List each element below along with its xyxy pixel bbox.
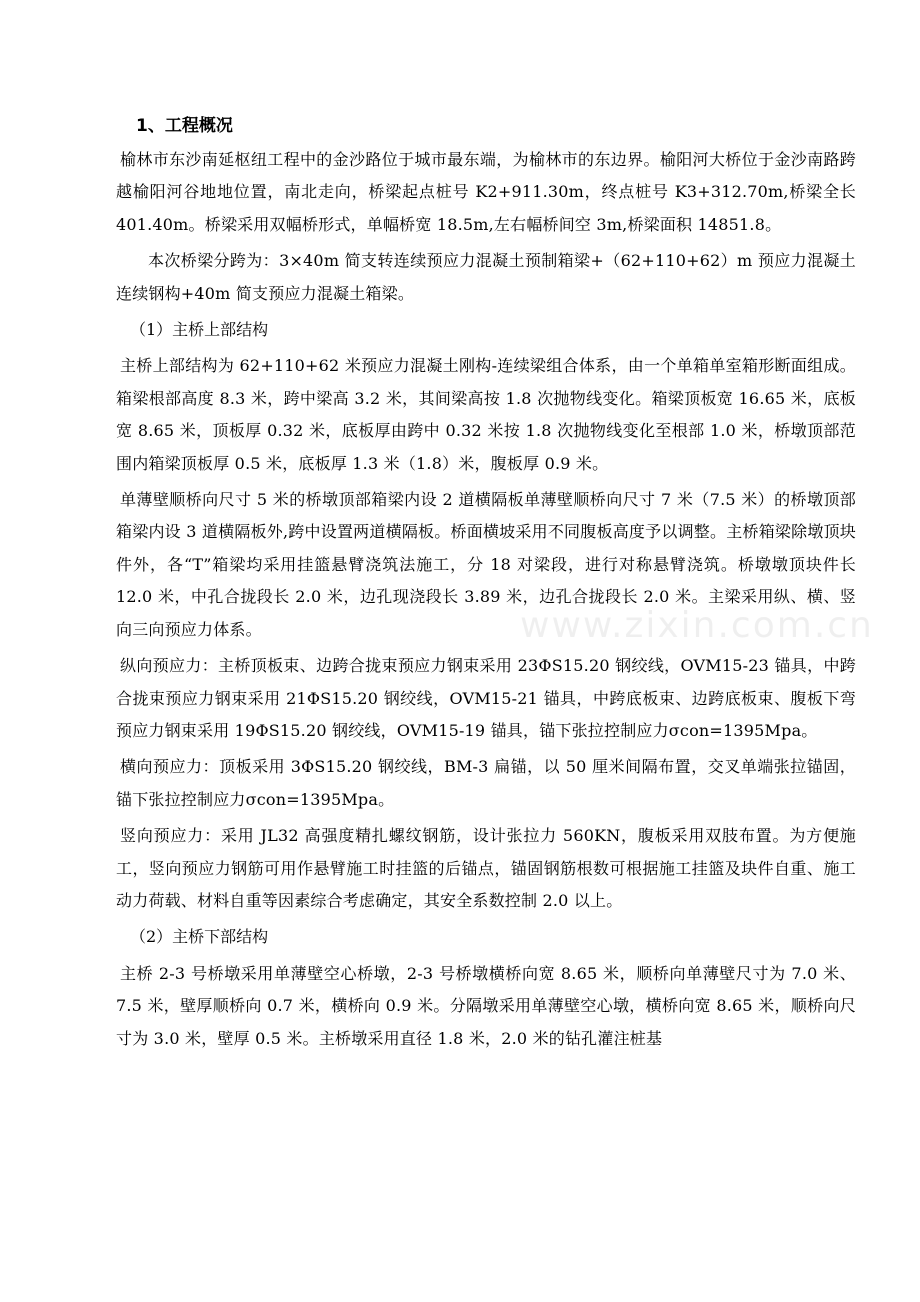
paragraph-span-layout: 本次桥梁分跨为：3×40m 简支转连续预应力混凝土预制箱梁+（62+110+62）m 预应力混凝土连续钢构+40m 简支预应力混凝土箱梁。 [116, 251, 856, 303]
paragraph-overview: 榆林市东沙南延枢纽工程中的金沙路位于城市最东端，为榆林市的东边界。榆阳河大桥位于金沙南路跨越榆阳河谷地地位置，南北走向，桥梁起点桩号 K2+911.30m，终点桩号 K3+312.70m,桥梁全长 401.40m。桥梁采用双幅桥形式，单幅桥宽 18.5m,左右幅桥间空 3m,桥梁面积 14851.8。 [116, 150, 856, 234]
section-heading: 1、工程概况 [136, 116, 233, 136]
paragraph-diaphragm: 单薄壁顺桥向尺寸 5 米的桥墩顶部箱梁内设 2 道横隔板单薄壁顺桥向尺寸 7 米（7.5 米）的桥墩顶部箱梁内设 3 道横隔板外,跨中设置两道横隔板。桥面横坡采用不同腹板高度予以调整。主桥箱梁除墩顶块件外，各“T”箱梁均采用挂篮悬臂浇筑法施工，分 18 对梁段，进行对称悬臂浇筑。桥墩墩顶块件长 12.0 米，中孔合拢段长 2.0 米，边孔现浇段长 3.89 米，边孔合拢段长 2.0 米。主梁采用纵、横、竖向三向预应力体系。 [116, 490, 856, 639]
paragraph-longitudinal-prestress: 纵向预应力：主桥顶板束、边跨合拢束预应力钢束采用 23ΦS15.20 钢绞线，OVM15-23 锚具，中跨合拢束预应力钢束采用 21ΦS15.20 钢绞线，OVM15-21 锚具，中跨底板束、边跨底板束、腹板下弯预应力钢束采用 19ΦS15.20 钢绞线，OVM15-19 锚具，锚下张拉控制应力σcon=1395Mpa。 [116, 656, 856, 740]
paragraph-vertical-prestress: 竖向预应力：采用 JL32 高强度精扎螺纹钢筋，设计张拉力 560KN，腹板采用双肢布置。为方便施工，竖向预应力钢筋可用作悬臂施工时挂篮的后锚点，锚固钢筋根数可根据施工挂篮及块件自重、施工动力荷载、材料自重等因素综合考虑确定，其安全系数控制 2.0 以上。 [116, 826, 856, 910]
subheading-substructure: （2）主桥下部结构 [130, 927, 269, 947]
document-body [116, 112, 856, 1059]
subheading-superstructure: （1）主桥上部结构 [130, 320, 269, 340]
watermark: www.zixin.com.cn [520, 605, 874, 646]
paragraph-substructure: 主桥 2-3 号桥墩采用单薄壁空心桥墩，2-3 号桥墩横桥向宽 8.65 米，顺桥向单薄壁尺寸为 7.0 米、7.5 米，壁厚顺桥向 0.7 米，横桥向 0.9 米。分隔墩采用单薄壁空心墩，横桥向宽 8.65 米，顺桥向尺寸为 3.0 米，壁厚 0.5 米。主桥墩采用直径 1.8 米，2.0 米的钻孔灌注桩基 [116, 963, 856, 1048]
paragraph-superstructure: 主桥上部结构为 62+110+62 米预应力混凝土刚构-连续梁组合体系，由一个单箱单室箱形断面组成。箱梁根部高度 8.3 米，跨中梁高 3.2 米，其间梁高按 1.8 次抛物线变化。箱梁顶板宽 16.65 米，底板宽 8.65 米，顶板厚 0.32 米，底板厚由跨中 0.32 米按 1.8 次抛物线变化至根部 1.0 米，桥墩顶部范围内箱梁顶板厚 0.5 米，底板厚 1.3 米（1.8）米，腹板厚 0.9 米。 [116, 356, 856, 473]
paragraph-transverse-prestress: 横向预应力：顶板采用 3ΦS15.20 钢绞线，BM-3 扁锚，以 50 厘米间隔布置，交叉单端张拉锚固，锚下张拉控制应力σcon=1395Mpa。 [116, 757, 856, 809]
